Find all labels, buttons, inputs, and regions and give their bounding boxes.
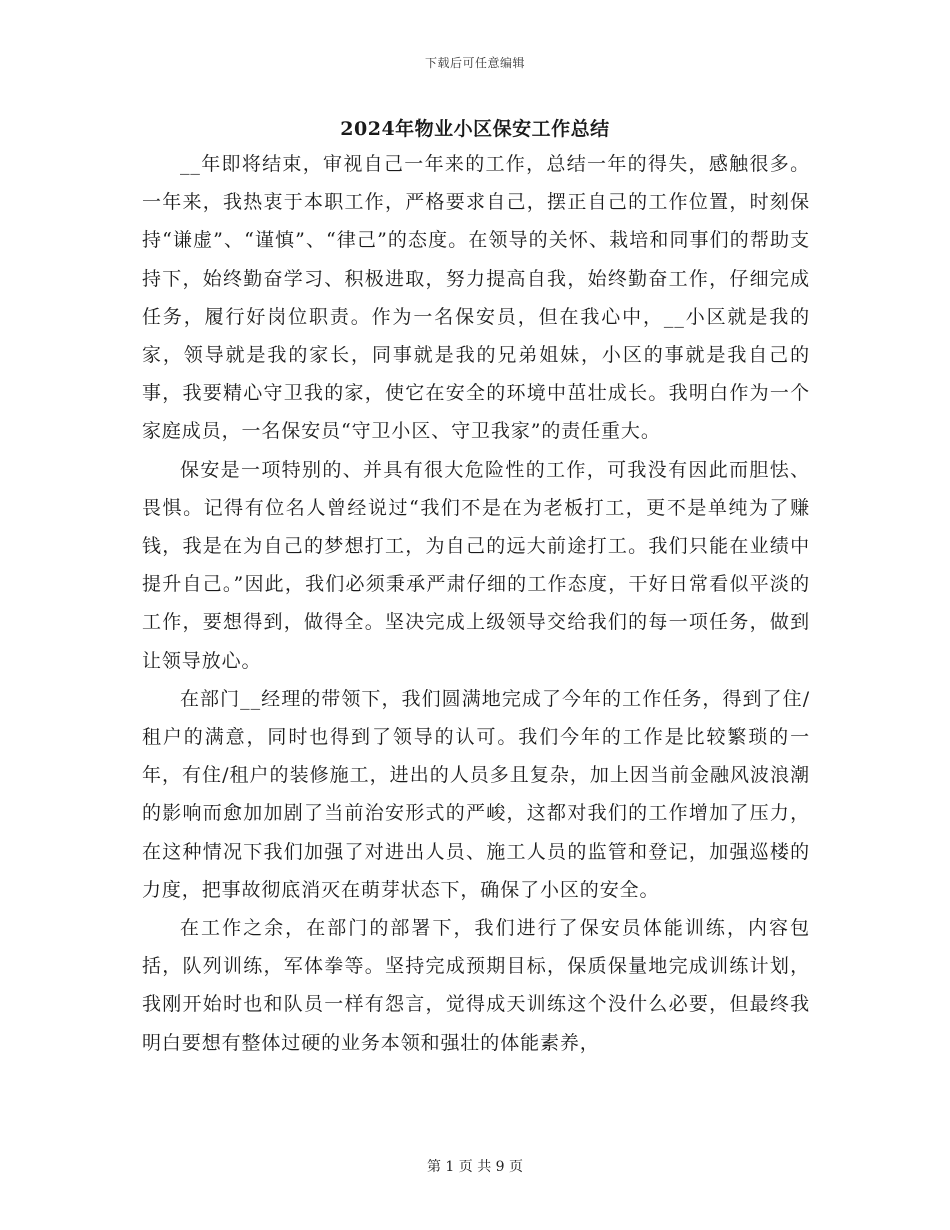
paragraph-3: 在部门__经理的带领下，我们圆满地完成了今年的工作任务，得到了住/租户的满意，同时也得到了领导的认可。我们今年的工作是比较繁琐的一年，有住/租户的装修施工，进出的人员多且复杂，加上因当前金融风波浪潮的影响而愈加加剧了当前治安形式的严峻，这都对我们的工作增加了压力，在这种情况下我们加强了对进出人员、施工人员的监管和登记，加强巡楼的力度，把事故彻底消灭在萌芽状态下，确保了小区的安全。 xyxy=(142,687,810,901)
paragraph-4: 在工作之余，在部门的部署下，我们进行了保安员体能训练，内容包括，队列训练，军体拳等。坚持完成预期目标，保质保量地完成训练计划，我刚开始时也和队员一样有怨言，觉得成天训练这个没什么必要，但最终我明白要想有整体过硬的业务本领和强壮的体能素养， xyxy=(142,917,810,1054)
paragraph-2: 保安是一项特别的、并具有很大危险性的工作，可我没有因此而胆怯、畏惧。记得有位名人曾经说过“我们不是在为老板打工，更不是单纯为了赚钱，我是在为自己的梦想打工，为自己的远大前途打工。我们只能在业绩中提升自己。”因此，我们必须秉承严肃仔细的工作态度，干好日常看似平淡的工作，要想得到，做得全。坚决完成上级领导交给我们的每一项任务，做到让领导放心。 xyxy=(142,458,810,672)
paragraph-1: __年即将结束，审视自己一年来的工作，总结一年的得失，感触很多。一年来，我热衷于本职工作，严格要求自己，摆正自己的工作位置，时刻保持“谦虚”、“谨慎”、“律己”的态度。在领导的关怀、栽培和同事们的帮助支持下，始终勤奋学习、积极进取，努力提高自我，始终勤奋工作，仔细完成任务，履行好岗位职责。作为一名保安员，但在我心中，__小区就是我的家，领导就是我的家长，同事就是我的兄弟姐妹，小区的事就是我自己的事，我要精心守卫我的家，使它在安全的环境中茁壮成长。我明白作为一个家庭成员，一名保安员“守卫小区、守卫我家”的责任重大。 xyxy=(142,153,810,443)
document-title: 2024年物业小区保安工作总结 xyxy=(340,118,610,140)
document-body xyxy=(142,145,810,1062)
header-note: 下载后可任意编辑 xyxy=(424,56,525,70)
page-number: 第 1 页 共 9 页 xyxy=(426,1159,524,1175)
